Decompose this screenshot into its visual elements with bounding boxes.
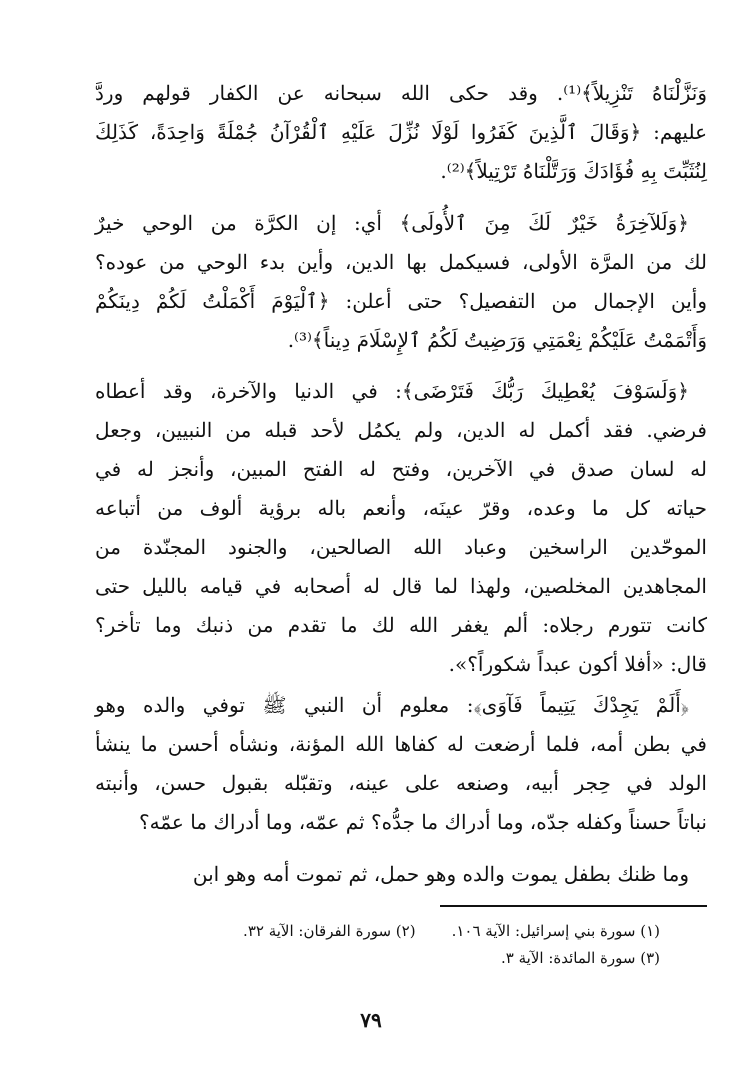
text-line: في بطن أمه، فلما أرضعت له كفاها الله المؤنة، ونشأه أحسن ما ينشأ <box>95 732 707 756</box>
text-line: حياته كل ما وعده، وقرّ عينَه، وأنعم باله برؤية ألوف من أتباعه <box>95 496 707 520</box>
text-line: ﴿أَلَمْ يَجِدْكَ يَتِيماً فَآوَى﴾: معلوم أن النبي ﷺ توفي والده وهو <box>95 693 689 717</box>
text-line: قال: «أفلا أكون عبداً شكوراً؟». <box>448 652 707 676</box>
text-line: عليهم: ﴿وَقَالَ ٱلَّذِينَ كَفَرُوا لَوْلَا نُزِّلَ عَلَيْهِ ٱلْقُرْآنُ جُمْلَةً وَاحِدَةً، كَذَلِكَ <box>95 120 708 144</box>
text-line: الولد في حِجر أبيه، وصنعه على عينه، وتقبّله بقبول حسن، وأنبته <box>95 771 707 795</box>
text-line: وَأَتْمَمْتُ عَلَيْكُمْ نِعْمَتِي وَرَضِيتُ لَكُمُ ٱلإِسْلَامَ دِيناً﴾⁽³⁾. <box>287 328 707 352</box>
paragraph <box>95 372 707 684</box>
paragraph <box>95 204 707 360</box>
text-line: لِنُثَبِّتَ بِهِ فُؤَادَكَ وَرَتَّلْنَاهُ تَرْتِيلاً﴾⁽²⁾. <box>440 159 707 183</box>
paragraph <box>95 855 707 894</box>
text-line: نباتاً حسناً وكفله جدّه، وما أدراك ما جدُّه؟ ثم عمّه، وما أدراك ما عمّه؟ <box>139 810 707 834</box>
text-line: كانت تتورم رجلاه: ألم يغفر الله لك ما تقدم من ذنبك وما تأخر؟ <box>95 613 707 637</box>
footnote-2: (٢) سورة الفرقان: الآية ٣٢. <box>243 922 416 940</box>
footnote-3: (٣) سورة المائدة: الآية ٣. <box>501 949 660 967</box>
text-line: وَنَزَّلْنَاهُ تَنْزِيلاً﴾⁽¹⁾. وقد حكى الله سبحانه عن الكفار قولهم وردَّ <box>95 81 708 105</box>
text-line: له لسان صدق في الآخرين، وفتح له الفتح المبين، وأنجز له في <box>95 457 707 481</box>
paragraph <box>95 686 707 842</box>
text-line: ﴿وَلَسَوْفَ يُعْطِيكَ رَبُّكَ فَتَرْضَى﴾: في الدنيا والآخرة، وقد أعطاه <box>95 379 689 403</box>
text-line: وأين الإجمال من التفصيل؟ حتى أعلن: ﴿ٱلْيَوْمَ أَكْمَلْتُ لَكُمْ دِينَكُمْ <box>95 289 707 313</box>
paragraph <box>95 74 707 191</box>
text-line: فرضي. فقد أكمل له الدين، ولم يكمُل لأحد قبله من النبيين، وجعل <box>95 418 707 442</box>
footnote-row <box>140 918 660 945</box>
footnote-1: (١) سورة بني إسرائيل: الآية ١٠٦. <box>451 922 660 940</box>
page-number: ٧٩ <box>360 1008 382 1032</box>
text-line: الموحّدين الراسخين وعباد الله الصالحين، والجنود المجنّدة من <box>95 535 707 559</box>
text-line: ﴿وَلَلآخِرَةُ خَيْرٌ لَكَ مِنَ ٱلأُولَى﴾ أي: إن الكرَّة من الوحي خيرٌ <box>95 211 689 235</box>
text-line: المجاهدين المخلصين، ولهذا لما قال له أصحابه في قيامه بالليل حتى <box>95 574 707 598</box>
footnote-divider <box>440 905 707 907</box>
footnotes <box>140 918 660 972</box>
footnote-row <box>140 945 660 972</box>
text-line: وما ظنك بطفل يموت والده وهو حمل، ثم تموت أمه وهو ابن <box>192 862 689 886</box>
text-line: لك من المرَّة الأولى، فسيكمل بها الدين، وأين بدء الوحي من عوده؟ <box>95 250 707 274</box>
